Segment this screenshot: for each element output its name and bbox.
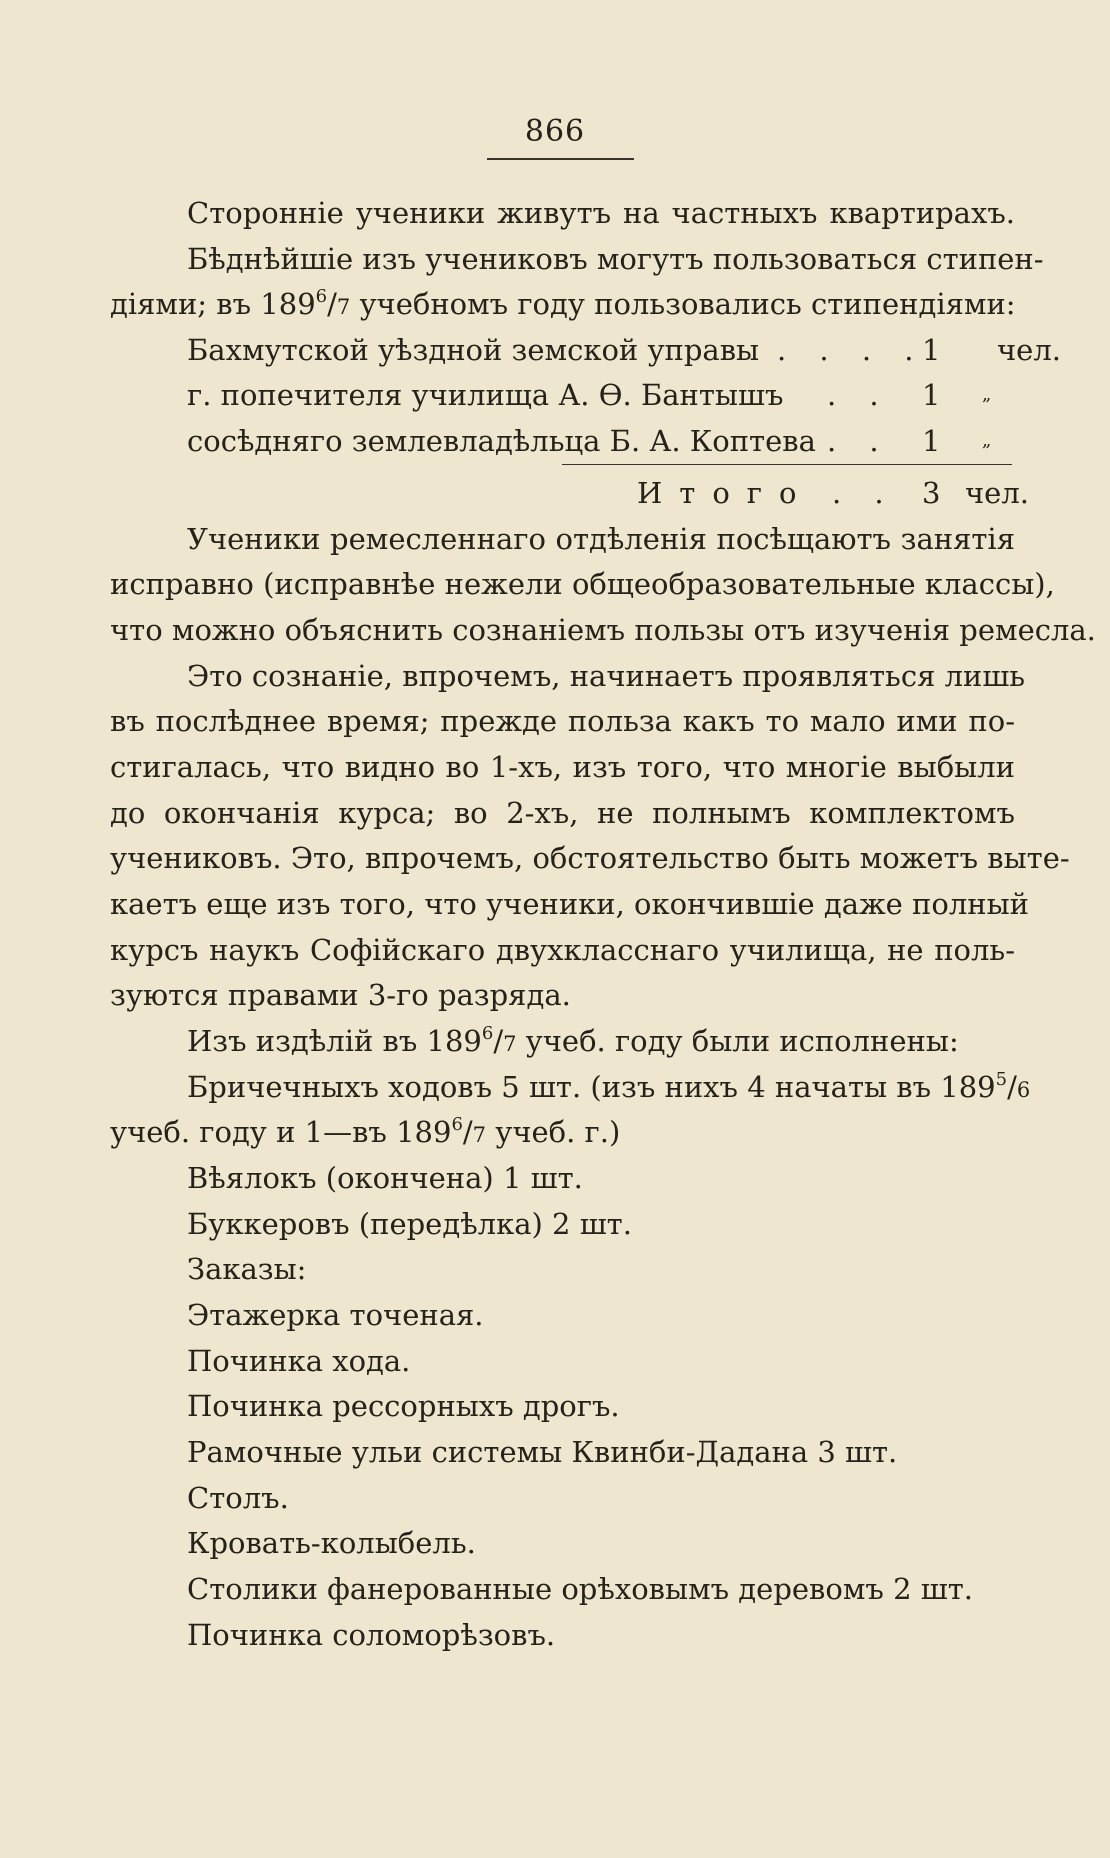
stipend-count: 1 — [922, 333, 941, 367]
total-unit: чел. — [965, 476, 1029, 510]
stipend-count: 1 — [922, 378, 941, 412]
item-line: Этажерка точеная. — [187, 1298, 484, 1332]
item-line: Починка хода. — [187, 1344, 411, 1378]
item-line: Вѣялокъ (окончена) 1 шт. — [187, 1161, 583, 1195]
item-line: Заказы: — [187, 1252, 307, 1286]
leader-dots: . . — [827, 378, 891, 412]
item-line: Кровать-колыбель. — [187, 1526, 476, 1560]
stipend-count: 1 — [922, 424, 941, 458]
text-line: исправно (исправнѣе нежели общеобразовательные классы), — [110, 567, 1055, 601]
item-line: учеб. году и 1—въ $189^6/7$ учеб. г.) — [110, 1114, 621, 1149]
text-line: учениковъ. Это, впрочемъ, обстоятельство быть можетъ выте- — [110, 841, 1070, 875]
stipend-name: сосѣдняго землевладѣльца Б. А. Коптева — [187, 424, 816, 458]
text-line: зуются правами 3-го разряда. — [110, 978, 571, 1012]
stipend-name: Бахмутской уѣздной земской управы — [187, 333, 760, 367]
text-line: Сторонніе ученики живутъ на частныхъ квартирахъ. — [187, 196, 1015, 230]
text-line: въ послѣднее время; прежде польза какъ то мало ими по- — [110, 704, 1015, 738]
item-line: Столики фанерованные орѣховымъ деревомъ 2 шт. — [187, 1572, 973, 1606]
leader-dots: . . — [827, 424, 891, 458]
stipend-row — [187, 421, 1015, 461]
page-number-rule — [487, 158, 634, 160]
item-line: Починка рессорныхъ дрогъ. — [187, 1389, 620, 1423]
stipend-year-line: діями; въ $189^6/7$ учебномъ году пользовались стипендіями: — [110, 286, 1016, 321]
stipend-row — [187, 375, 1015, 415]
stipend-unit: чел. — [997, 333, 1061, 367]
leader-dots: . . — [832, 476, 896, 510]
text-line: Ученики ремесленнаго отдѣленія посѣщаютъ занятія — [187, 522, 1015, 556]
item-line: Буккеровъ (передѣлка) 2 шт. — [187, 1207, 632, 1241]
sum-rule — [562, 464, 1012, 465]
text-line: Это сознаніе, впрочемъ, начинаетъ проявляться лишь — [187, 659, 1026, 693]
page-number: 866 — [524, 114, 586, 149]
text-line: до окончанія курса; во 2-хъ, не полнымъ комплектомъ — [110, 796, 1015, 830]
stipend-name: г. попечителя училища А. Ѳ. Бантышъ — [187, 378, 784, 412]
text-line: Бѣднѣйшіе изъ учениковъ могутъ пользоваться стипен- — [187, 242, 1044, 276]
item-line: Починка соломорѣзовъ. — [187, 1618, 556, 1652]
stipend-unit: „ — [982, 384, 992, 405]
text-line: стигалась, что видно во 1-хъ, изъ того, что многіе выбыли — [110, 750, 1015, 784]
stipend-row — [187, 330, 1061, 370]
text-line: каетъ еще изъ того, что ученики, окончившіе даже полный — [110, 887, 1030, 921]
total-row — [600, 473, 1029, 513]
item-line: Бричечныхъ ходовъ 5 шт. (изъ нихъ 4 начаты въ $189^5/6$ — [187, 1069, 1031, 1104]
total-label: Итого — [637, 476, 814, 510]
stipend-unit: „ — [982, 430, 992, 451]
text-line: что можно объяснить сознаніемъ пользы отъ изученія ремесла. — [110, 613, 1096, 647]
item-line: Рамочные ульи системы Квинби-Дадана 3 шт. — [187, 1435, 898, 1469]
total-count: 3 — [922, 476, 941, 510]
leader-dots: . . . . — [777, 333, 926, 367]
items-intro-line: Изъ издѣлій въ $189^6/7$ учеб. году были исполнены: — [187, 1023, 959, 1058]
item-line: Столъ. — [187, 1481, 289, 1515]
text-line: курсъ наукъ Софійскаго двухкласснаго училища, не поль- — [110, 933, 1015, 967]
